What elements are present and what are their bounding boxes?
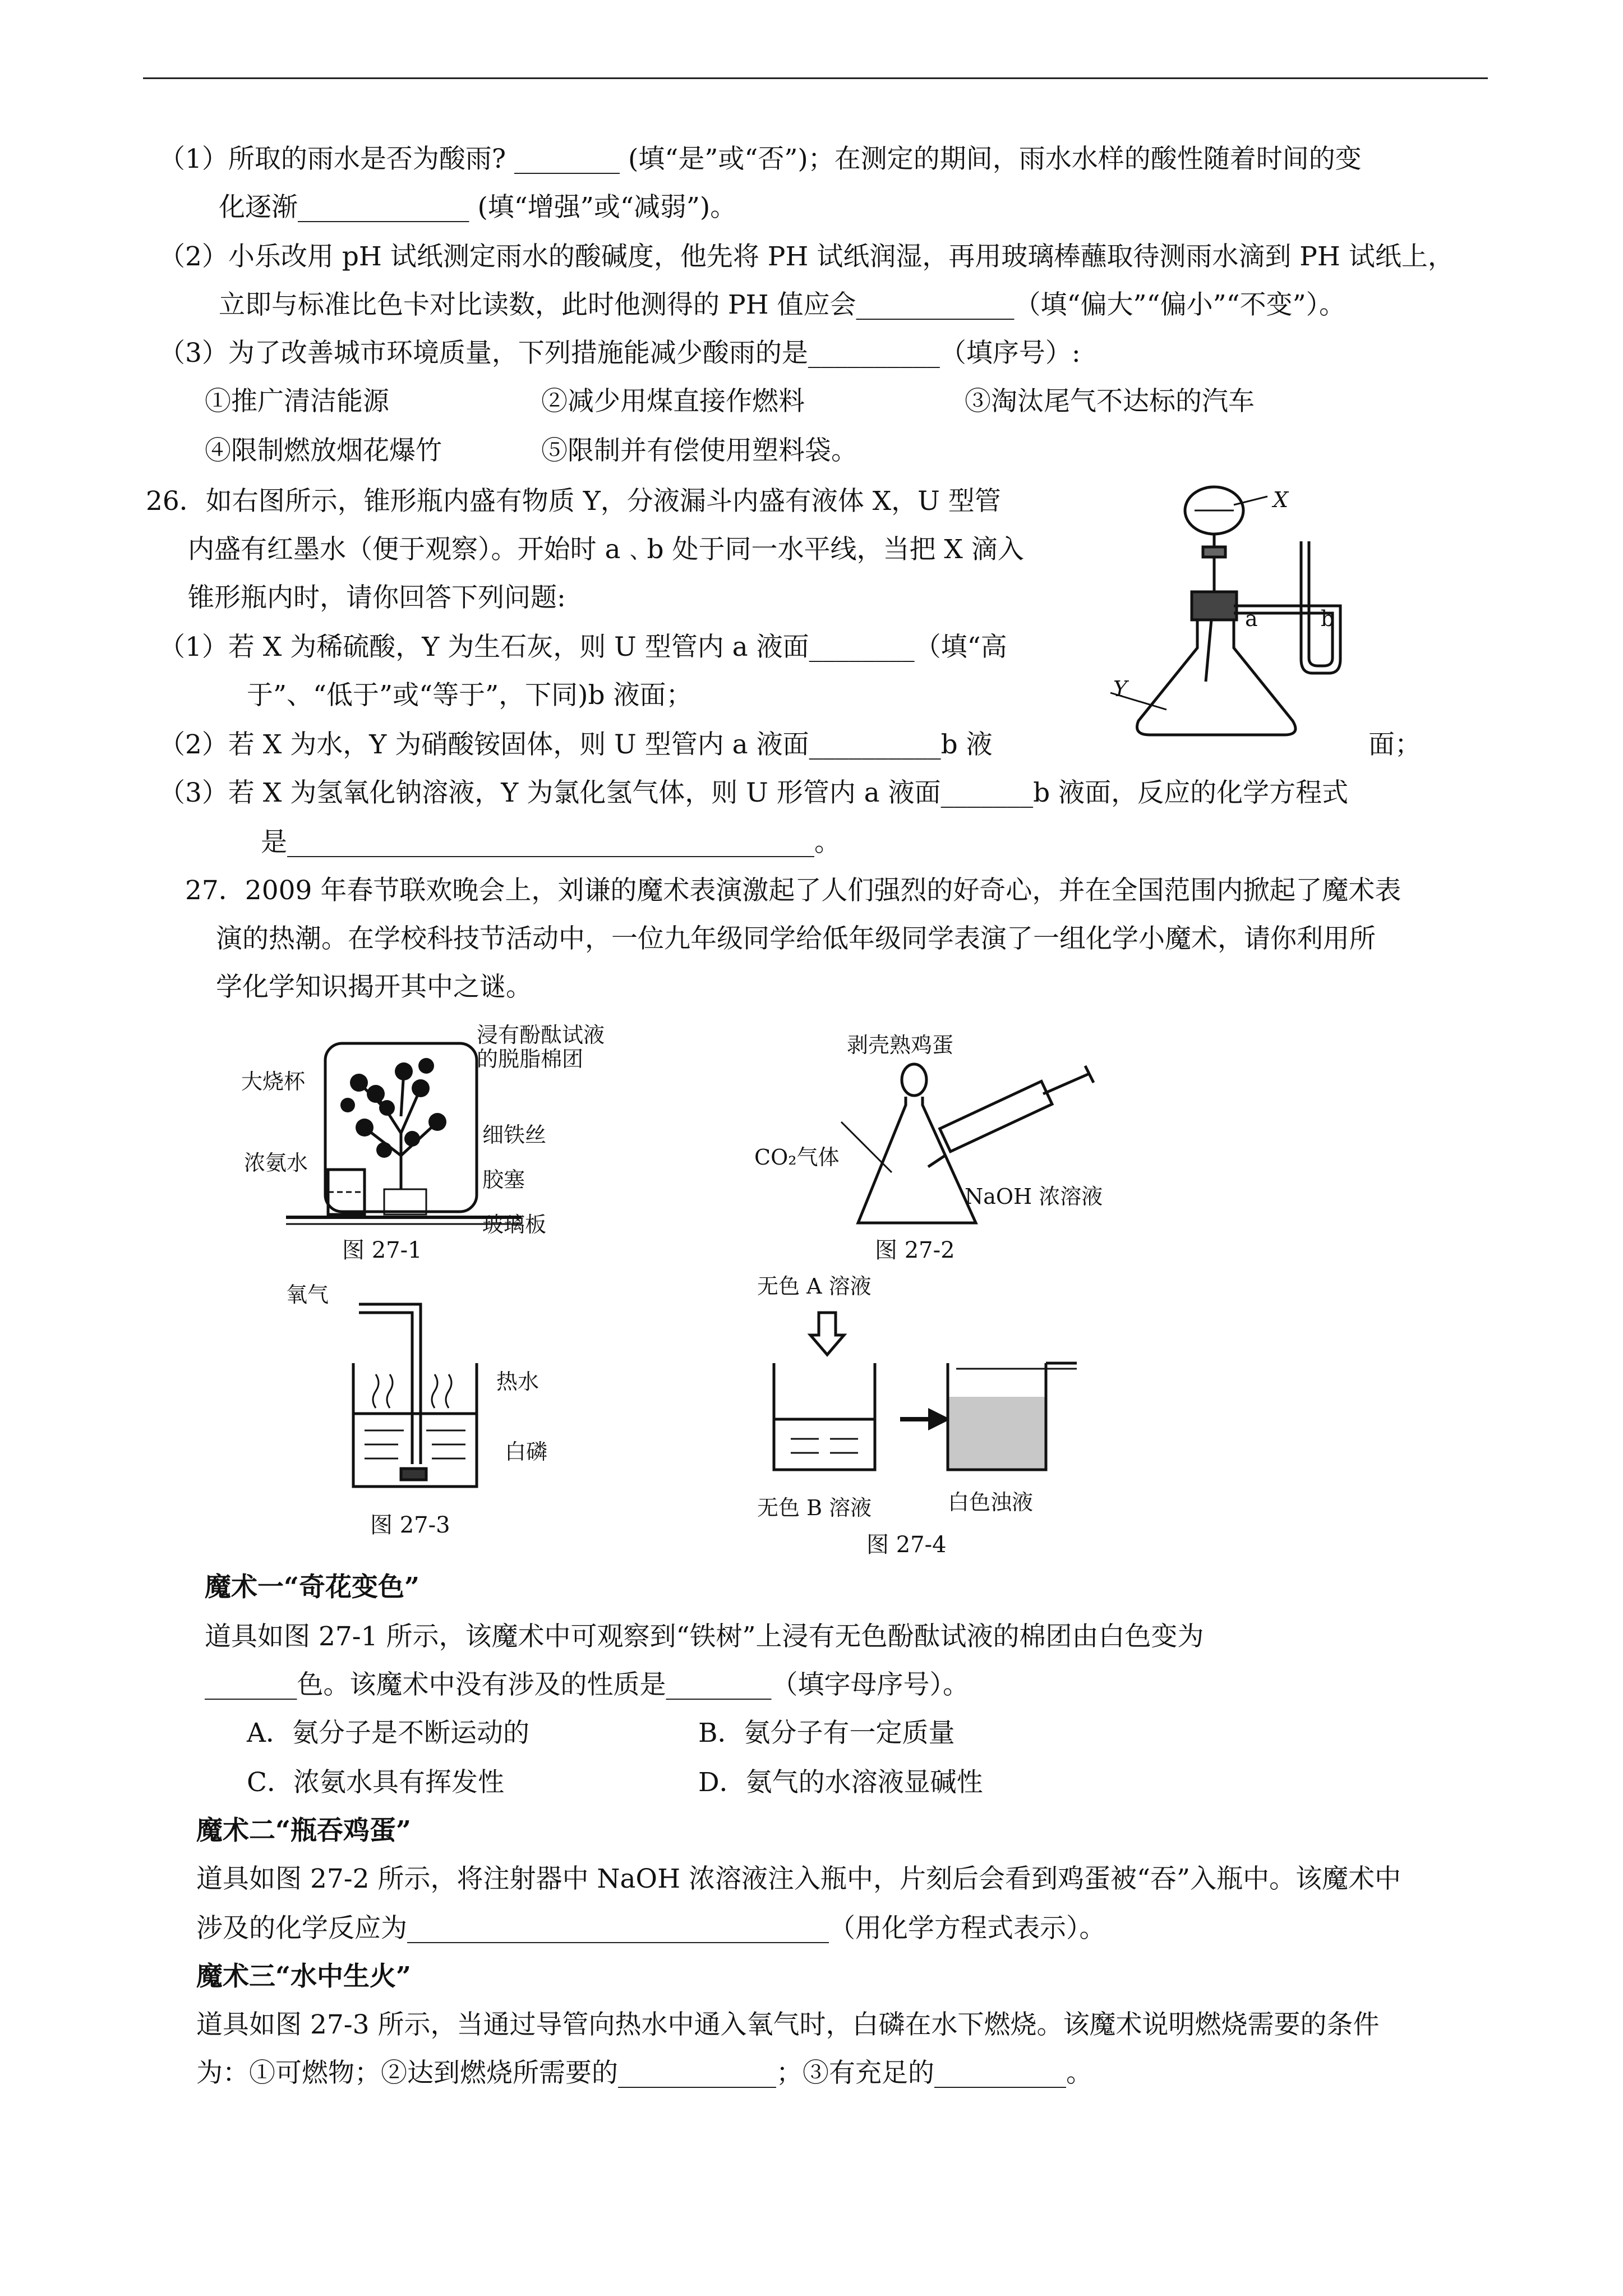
q26-stem-line3: 锥形瓶内时，请你回答下列问题: xyxy=(188,582,566,613)
magic1-line2: _______色。该魔术中没有涉及的性质是________（填字母序号）。 xyxy=(205,1669,969,1700)
q25-3-option4: ④限制燃放烟花爆竹 xyxy=(205,435,442,466)
fig27-3-label-oxygen: 氧气 xyxy=(286,1282,329,1307)
q27-stem-line2: 演的热潮。在学校科技节活动中，一位九年级同学给低年级同学表演了一组化学小魔术，请你利用所 xyxy=(216,923,1376,954)
magic3-line1: 道具如图 27-3 所示，当通过导管向热水中通入氧气时，白磷在水下燃烧。该魔术说明燃烧需要的条件 xyxy=(196,2009,1380,2040)
fig27-2-caption: 图 27-2 xyxy=(875,1237,955,1263)
q25-3-option1: ①推广清洁能源 xyxy=(205,386,389,417)
q26-2-line1: （2）若 X 为水，Y 为硝酸铵固体，则 U 型管内 a 液面__________b 液 xyxy=(159,729,993,760)
fig27-1-label-ammonia: 浓氨水 xyxy=(244,1151,308,1175)
magic1-option-a: A．氨分子是不断运动的 xyxy=(247,1718,529,1749)
magic3-line2: 为：①可燃物；②达到燃烧所需要的____________；③有充足的__________。 xyxy=(196,2058,1092,2088)
q25-3-option3: ③淘汰尾气不达标的汽车 xyxy=(965,386,1255,417)
fig27-1-caption: 图 27-1 xyxy=(342,1237,422,1263)
q26-1-line1: （1）若 X 为稀硫酸，Y 为生石灰，则 U 型管内 a 液面________（填“高 xyxy=(159,632,1007,662)
q25-3-option5: ⑤限制并有偿使用塑料袋。 xyxy=(541,435,857,466)
q26-3-line2: 是________________________________________。 xyxy=(261,827,841,858)
fig27-4-label-cloudy: 白色浊液 xyxy=(948,1490,1034,1515)
fig27-1-label-wire: 细铁丝 xyxy=(482,1122,547,1147)
q27-stem-line3: 学化学知识揭开其中之谜。 xyxy=(216,972,532,1002)
fig27-3-caption: 图 27-3 xyxy=(370,1512,450,1538)
fig27-2-label-egg: 剥壳熟鸡蛋 xyxy=(847,1033,954,1057)
magic2-line1: 道具如图 27-2 所示，将注射器中 NaOH 浓溶液注入瓶中，片刻后会看到鸡蛋被“吞”入瓶中。该魔术中 xyxy=(196,1864,1401,1894)
fig27-3-label-phosphorus: 白磷 xyxy=(505,1439,548,1464)
fig27-1-label-stopper: 胶塞 xyxy=(482,1167,525,1192)
magic3-title: 魔术三“水中生火” xyxy=(196,1961,412,1992)
q26-stem-line2: 内盛有红墨水（便于观察）。开始时 a﹑b 处于同一水平线，当把 X 滴入 xyxy=(188,534,1024,565)
magic1-option-b: B．氨分子有一定质量 xyxy=(698,1718,955,1749)
q26-stem-line1: 26．如右图所示，锥形瓶内盛有物质 Y，分液漏斗内盛有液体 X，U 型管 xyxy=(146,486,1001,517)
fig27-1-label-cotton-line2: 的脱脂棉团 xyxy=(477,1047,584,1071)
magic1-line1: 道具如图 27-1 所示，该魔术中可观察到“铁树”上浸有无色酚酞试液的棉团由白色变为 xyxy=(205,1621,1204,1652)
magic1-option-c: C．浓氨水具有挥发性 xyxy=(247,1767,504,1798)
fig27-3-label-water: 热水 xyxy=(496,1369,540,1394)
fig27-1-label-beaker: 大烧杯 xyxy=(241,1069,306,1094)
q25-3-option2: ②减少用煤直接作燃料 xyxy=(541,386,805,417)
q25-1-line2: 化逐渐_____________ (填“增强”或“减弱”)。 xyxy=(219,192,737,223)
q25-2-line1: （2）小乐改用 pH 试纸测定雨水的酸碱度，他先将 PH 试纸润湿，再用玻璃棒蘸取待测雨水滴到 PH 试纸上， xyxy=(159,241,1454,272)
q26-2-line1-end: 面； xyxy=(1368,729,1421,760)
q26-3-line1: （3）若 X 为氢氧化钠溶液，Y 为氯化氢气体，则 U 形管内 a 液面_______b 液面，反应的化学方程式 xyxy=(159,777,1349,808)
fig27-2-label-naoh: NaOH 浓溶液 xyxy=(965,1184,1103,1209)
q25-1-line1: （1）所取的雨水是否为酸雨? ________ (填“是”或“否”)；在测定的期间，雨水水样的酸性随着时间的变 xyxy=(159,144,1362,174)
magic2-title: 魔术二“瓶吞鸡蛋” xyxy=(196,1815,412,1846)
fig26-label-b: b xyxy=(1321,606,1335,631)
fig26-label-a: a xyxy=(1245,606,1258,631)
magic2-line2: 涉及的化学反应为________________________________（用化学方程式表示）。 xyxy=(196,1913,1106,1944)
fig26-label-x: X xyxy=(1273,487,1289,512)
q25-3-line1: （3）为了改善城市环境质量，下列措施能减少酸雨的是__________（填序号）: xyxy=(159,338,1081,369)
fig27-4-caption: 图 27-4 xyxy=(866,1532,947,1558)
fig27-4-apparatus xyxy=(768,1301,1082,1481)
q26-1-line2: 于”、“低于”或“等于”，下同)b 液面； xyxy=(247,680,693,711)
fig27-1-label-cotton-line1: 浸有酚酞试液 xyxy=(477,1023,605,1047)
q27-stem-line1: 27．2009 年春节联欢晚会上，刘谦的魔术表演激起了人们强烈的好奇心，并在全国范围内掀起了魔术表 xyxy=(185,875,1401,906)
magic1-title: 魔术一“奇花变色” xyxy=(205,1572,420,1603)
fig27-1-label-glass: 玻璃板 xyxy=(482,1212,547,1237)
fig27-4-label-a: 无色 A 溶液 xyxy=(757,1274,872,1299)
fig26-label-y: Y xyxy=(1113,677,1128,701)
fig27-4-label-b: 无色 B 溶液 xyxy=(757,1496,872,1520)
magic1-option-d: D．氨气的水溶液显碱性 xyxy=(698,1767,983,1798)
q25-2-line2: 立即与标准比色卡对比读数，此时他测得的 PH 值应会____________（填“偏大”“偏小”“不变”）。 xyxy=(219,289,1346,320)
fig27-2-label-co2: CO₂气体 xyxy=(754,1145,840,1170)
fig27-3-apparatus xyxy=(292,1290,494,1498)
header-rule xyxy=(143,77,1488,79)
